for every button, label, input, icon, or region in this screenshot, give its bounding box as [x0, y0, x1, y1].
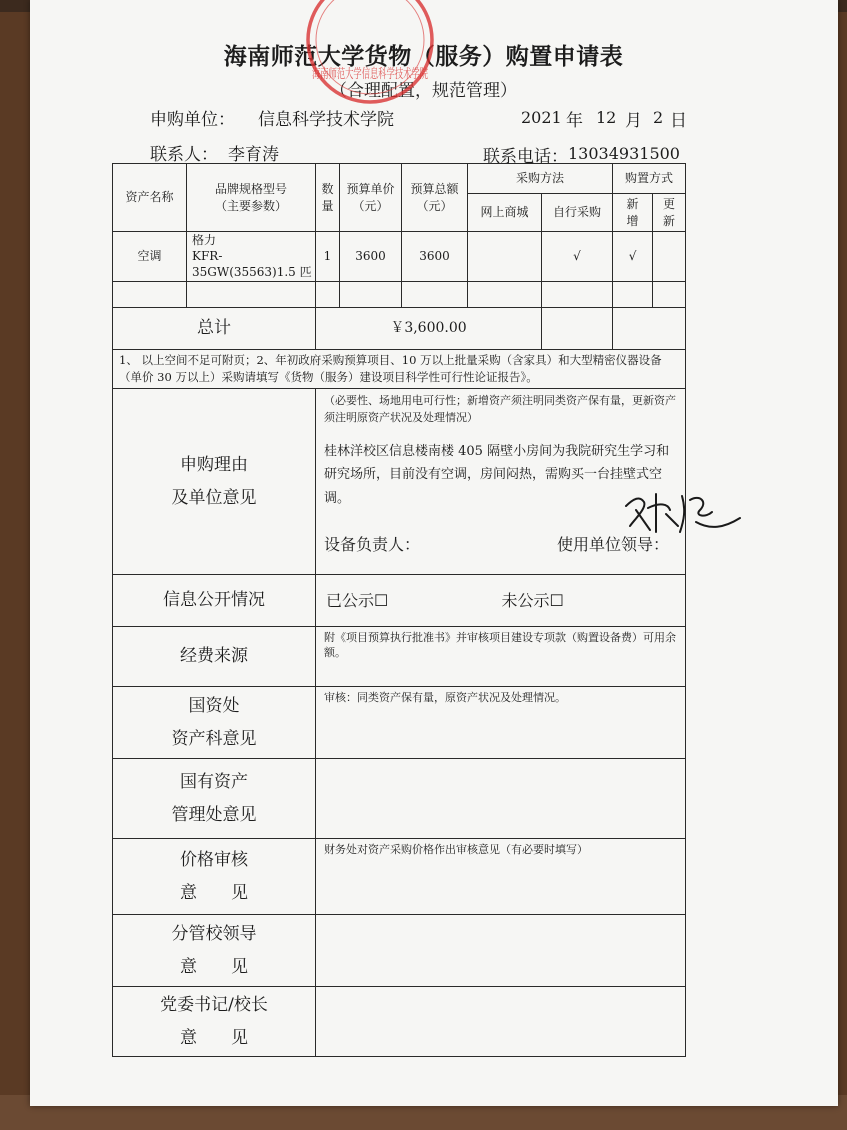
row-qty: 1: [316, 232, 340, 282]
footnote: 1、 以上空间不足可附页；2、年初政府采购预算项目、10 万以上批量采购（含家具）和大型精密仪器设备（单价 30 万以上）采购请填写《货物（服务）建设项目科学性可行性论证报告》。: [113, 349, 686, 389]
col-header-method-self: 自行采购: [542, 194, 613, 232]
asset-office-row: [113, 687, 779, 759]
col-header-qty: 数 量: [316, 164, 340, 232]
disclosure-label: 信息公开情况: [113, 575, 316, 627]
right-margin: [686, 164, 779, 1057]
col-header-mode-new: 新 增: [613, 194, 653, 232]
asset-office-label: 国资处 资产科意见: [113, 687, 316, 759]
month-label: 月: [625, 111, 642, 131]
unit-leader-label: 使用单位领导：: [557, 535, 670, 555]
state-asset-row: [113, 759, 779, 839]
reason-hint: （必要性、场地用电可行性；新增资产须注明同类资产保有量，更新资产须注明原资产状况及处理情况）: [324, 394, 676, 424]
date-day: 2: [653, 108, 664, 127]
table-row-empty: [113, 281, 779, 307]
disclosure-content: [316, 575, 686, 627]
row-method-self: √: [542, 232, 613, 282]
total-row: [113, 307, 779, 349]
secretary-row: [113, 987, 779, 1057]
disclosed-checkbox: 已公示☐: [326, 590, 389, 610]
vp-row: [113, 915, 779, 987]
reason-content: [316, 389, 686, 575]
contact-value: 李育涛: [228, 145, 279, 165]
unit-value: 信息科学技术学院: [258, 110, 394, 130]
funding-row: [113, 627, 779, 687]
price-review-label: 价格审核 意 见: [113, 839, 316, 915]
vp-content: [316, 915, 686, 987]
row-unit-price: 3600: [340, 232, 402, 282]
phone-label: 联系电话：: [483, 147, 568, 167]
col-header-method-online: 网上商城: [468, 194, 542, 232]
form-subtitle: （合理配置，规范管理）: [330, 81, 517, 101]
phone-value: 13034931500: [568, 144, 680, 163]
application-form-table: [112, 163, 779, 1057]
asset-office-hint: 审核：同类资产保有量，原资产状况及处理情况。: [316, 687, 686, 759]
price-review-hint: 财务处对资产采购价格作出审核意见（有必要时填写）: [316, 839, 686, 915]
col-header-asset-name: 资产名称: [113, 164, 187, 232]
row-mode-renew: [653, 232, 686, 282]
table-row: [113, 232, 779, 282]
reason-text: 桂林洋校区信息楼南楼 405 隔壁小房间为我院研究生学习和研究场所，目前没有空调，房间闷热，需购买一台挂壁式空调。: [324, 444, 670, 506]
col-header-mode-renew: 更 新: [653, 194, 686, 232]
not-disclosed-checkbox: 未公示☐: [501, 590, 564, 610]
funding-label: 经费来源: [113, 627, 316, 687]
state-asset-content: [316, 759, 686, 839]
total-label: 总计: [113, 307, 316, 349]
row-asset-name: 空调: [113, 232, 187, 282]
disclosure-row: [113, 575, 779, 627]
note-row: [113, 349, 779, 389]
seal-text: 海南师范大学信息科学技术学院: [312, 67, 495, 82]
row-total: 3600: [402, 232, 468, 282]
reason-label: 申购理由 及单位意见: [113, 389, 316, 575]
col-header-spec: 品牌规格型号 （主要参数）: [187, 164, 316, 232]
vp-label: 分管校领导 意 见: [113, 915, 316, 987]
col-header-mode: 购置方式: [613, 164, 686, 194]
table-header-row: [113, 164, 779, 194]
row-spec: 格力 KFR-35GW(35563)1.5 匹: [187, 232, 316, 282]
total-value: ￥3,600.00: [316, 307, 542, 349]
col-header-unit-price: 预算单价 （元）: [340, 164, 402, 232]
year-label: 年: [566, 111, 583, 131]
col-header-method: 采购方法: [468, 164, 613, 194]
signature-row: [324, 534, 677, 556]
state-asset-label: 国有资产 管理处意见: [113, 759, 316, 839]
funding-hint: 附《项目预算执行批准书》并审核项目建设专项款（购置设备费）可用余额。: [316, 627, 686, 687]
form-title: 海南师范大学货物（服务）购置申请表: [223, 44, 624, 70]
secretary-label: 党委书记/校长 意 见: [113, 987, 316, 1057]
secretary-content: [316, 987, 686, 1057]
row-mode-new: √: [613, 232, 653, 282]
day-label: 日: [670, 111, 687, 131]
date-year: 2021: [521, 108, 562, 127]
contact-label: 联系人：: [150, 145, 218, 165]
date-month: 12: [596, 108, 617, 127]
equipment-owner-label: 设备负责人：: [324, 535, 421, 555]
price-review-row: [113, 839, 779, 915]
reason-row: [113, 389, 779, 575]
row-method-online: [468, 232, 542, 282]
unit-label: 申购单位：: [150, 110, 235, 130]
col-header-total: 预算总额 （元）: [402, 164, 468, 232]
